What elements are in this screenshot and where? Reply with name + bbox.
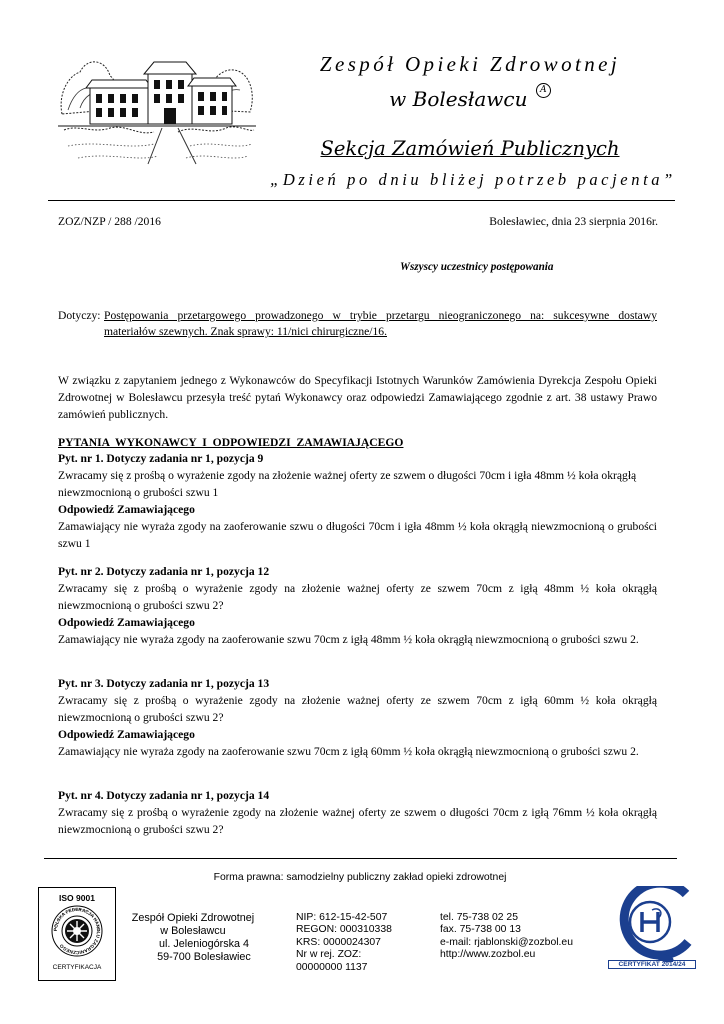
intro-paragraph: W związku z zapytaniem jednego z Wykonawców do Specyfikacji Istotnych Warunków Zamówienia Dyrekcja Zespołu Opieki Zdrowotnej w Bolesławcu przesyła treść pytań Wykonawcy oraz odpowiedzi Zamawiającego zgodnie z art. 38 ustawy Prawo zamówień publicznych. — [58, 374, 657, 421]
answer-text: Zamawiający nie wyraża zgody na zaoferowanie szwu 70cm z igłą 48mm ½ koła okrągłą niewzmocnioną o grubości szwu 2. — [58, 633, 639, 646]
question-text: Zwracamy się z prośbą o wyrażenie zgody na złożenie ważnej oferty ze szwem o długości 70cm i igła 48mm ½ koła okrągłą niewzmocnioną o grubości szwu 1 — [58, 469, 637, 499]
footer-regon: REGON: 000310338 — [296, 924, 392, 936]
q-logo-icon — [608, 886, 694, 962]
section-title: Sekcja Zamówień Publicznych — [320, 137, 620, 160]
registered-mark — [536, 83, 551, 98]
place-date: Bolesławiec, dnia 23 sierpnia 2016r. — [489, 215, 658, 228]
reference-number: ZOZ/NZP / 288 /2016 — [58, 215, 161, 228]
footer-contact — [440, 912, 573, 962]
answer-label: Odpowiedź Zamawiającego — [58, 503, 195, 516]
footer-zoz-label: Nr w rej. ZOZ: — [296, 949, 362, 961]
question-block-3 — [58, 675, 657, 760]
q-cert-label: CERTYFIKAT 2014/24 — [608, 960, 696, 969]
answer-text: Zamawiający nie wyraża zgody na zaoferowanie szwu 70cm z igłą 60mm ½ koła okrągłą niewzmocnioną o grubości szwu 2. — [58, 745, 639, 758]
question-heading: Pyt. nr 4. Dotyczy zadania nr 1, pozycja 14 — [58, 789, 270, 802]
answer-label: Odpowiedź Zamawiającego — [58, 728, 195, 741]
question-block-2 — [58, 563, 657, 648]
qa-section-heading: PYTANIA WYKONAWCY I ODPOWIEDZI ZAMAWIAJĄCEGO — [58, 436, 404, 449]
footer-registry — [296, 912, 392, 974]
svg-text:POLSKA FEDERACJA HANDLU ZAGRAN — [53, 907, 101, 955]
org-name-line2-text: w Bolesławcu — [389, 87, 528, 111]
org-name-line2 — [280, 87, 660, 111]
footer-org-line2: w Bolesławcu — [160, 925, 226, 937]
question-block-4 — [58, 787, 657, 838]
footer-fax: fax. 75-738 00 13 — [440, 924, 521, 936]
iso-ring-caption: POLSKA FEDERACJA HANDLU ZAGRANICZNEGO — [52, 906, 102, 956]
subject-label: Dotyczy: — [58, 309, 101, 322]
footer-address — [118, 912, 268, 964]
registered-mark-letter: A — [540, 85, 547, 95]
question-block-1 — [58, 450, 657, 552]
quality-certificate-logo — [608, 886, 694, 972]
footer-krs: KRS: 0000024307 — [296, 936, 381, 948]
footer-street: ul. Jeleniogórska 4 — [158, 938, 250, 950]
question-text: Zwracamy się z prośbą o wyrażenie zgody na złożenie ważnej oferty ze szwem 70cm z igłą 60mm ½ koła okrągłą niewzmocnioną o grubości szwu 2? — [58, 694, 657, 724]
subject-line2: materiałów szewnych. Znak sprawy: 11/nici chirurgiczne/16. — [104, 325, 387, 338]
iso-cert-label: CERTYFIKACJA — [52, 964, 102, 971]
question-heading: Pyt. nr 3. Dotyczy zadania nr 1, pozycja 13 — [58, 677, 270, 690]
footer-city: 59-700 Bolesławiec — [157, 951, 251, 963]
question-text: Zwracamy się z prośbą o wyrażenie zgody na złożenie ważnej oferty ze szwem o długości 70cm z igłą 76mm ½ koła okrągłą niewzmocnioną o grubości szwu 2? — [58, 806, 657, 836]
answer-label: Odpowiedź Zamawiającego — [58, 616, 195, 629]
motto: „Dzień po dniu bliżej potrzeb pacjenta” — [270, 170, 676, 189]
iso-9001-logo — [38, 887, 116, 981]
subject-line1: Postępowania przetargowego prowadzonego w trybie przetargu nieograniczonego na: sukcesywne dostawy — [104, 309, 657, 322]
footer-tel: tel. 75-738 02 25 — [440, 912, 518, 923]
footer-nip: NIP: 612-15-42-507 — [296, 912, 388, 923]
footer-email-link[interactable]: e-mail: rjablonski@zozbol.eu — [440, 936, 573, 948]
addressee: Wszyscy uczestnicy postępowania — [400, 261, 554, 273]
header-divider — [48, 200, 675, 201]
legal-form: Forma prawna: samodzielny publiczny zakład opieki zdrowotnej — [213, 872, 507, 883]
org-name-line1: Zespół Opieki Zdrowotnej — [319, 52, 621, 76]
question-heading: Pyt. nr 1. Dotyczy zadania nr 1, pozycja 9 — [58, 452, 264, 465]
footer-org-line1: Zespół Opieki Zdrowotnej — [131, 912, 255, 924]
iso-ring-text — [50, 904, 104, 958]
footer-zoz-number: 00000000 1137 — [296, 961, 368, 973]
question-heading: Pyt. nr 2. Dotyczy zadania nr 1, pozycja 12 — [58, 565, 270, 578]
footer-website-link[interactable]: http://www.zozbol.eu — [440, 949, 536, 961]
footer-divider — [44, 858, 677, 859]
question-text: Zwracamy się z prośbą o wyrażenie zgody na złożenie ważnej oferty ze szwem 70cm z igłą 48mm ½ koła okrągłą niewzmocnioną o grubości szwu 2? — [58, 582, 657, 612]
iso-badge-text: ISO 9001 — [59, 893, 95, 903]
answer-text: Zamawiający nie wyraża zgody na zaoferowanie szwu o długości 70cm i igła 48mm ½ koła okrągłą niewzmocnioną o grubości szwu 1 — [58, 520, 657, 550]
hospital-building-illustration — [58, 50, 256, 168]
